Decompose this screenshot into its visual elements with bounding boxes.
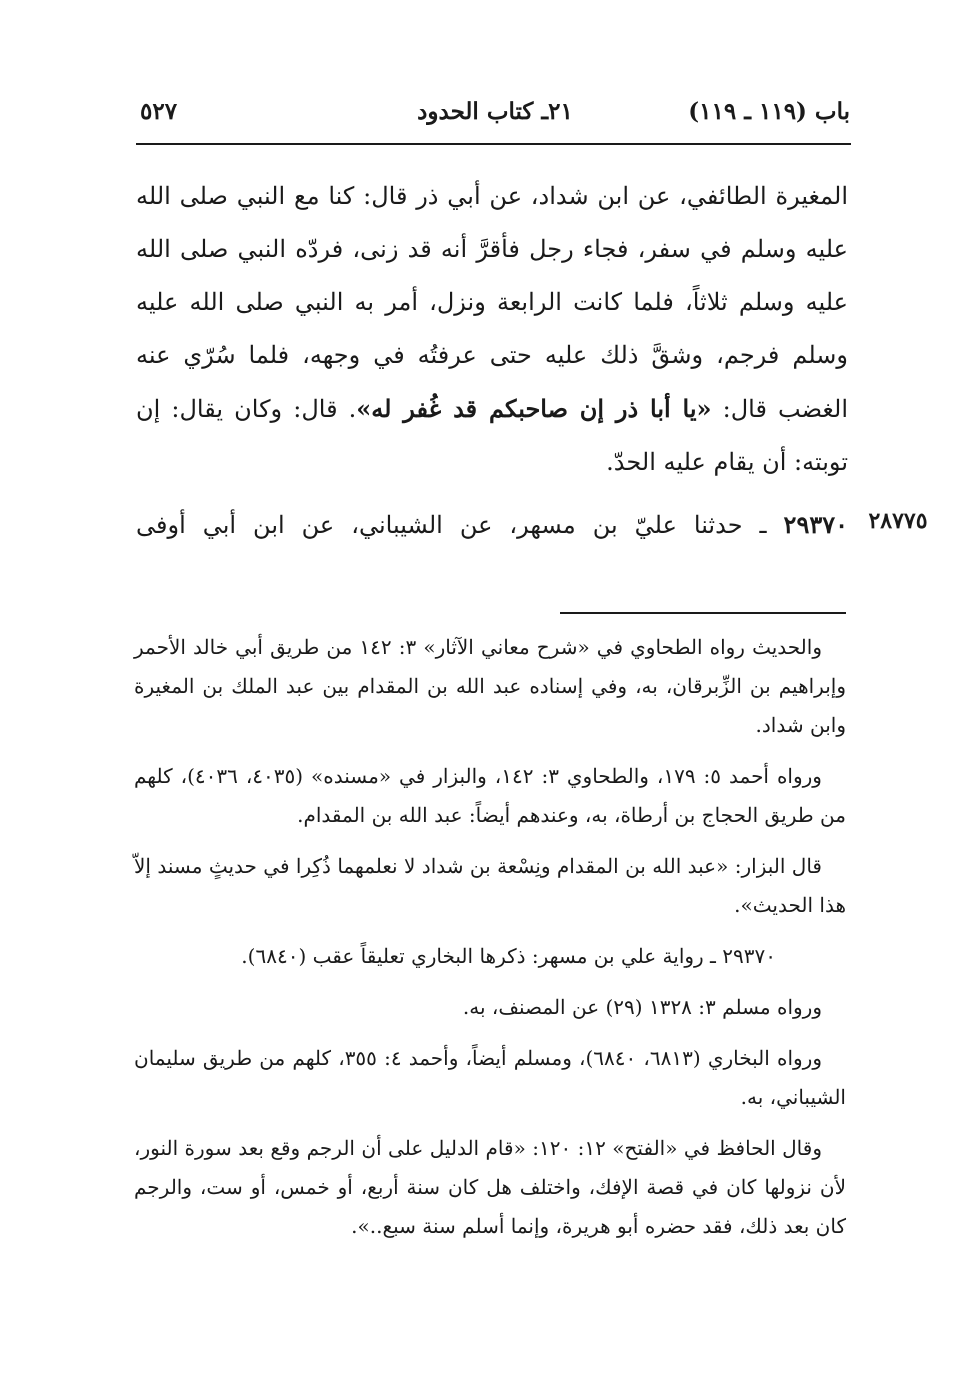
margin-number: ٢٨٧٧٥ [868,508,928,534]
hadith-entry [136,500,848,550]
paragraph-after-quote: . قال: وكان يقال: إن توبته: أن يقام عليه الحدّ. [136,395,848,476]
footnote-rule [560,612,846,614]
hadith-quote: «يا أبا ذر إن صاحبكم قد غُفر له» [356,394,712,423]
footnote: ورواه مسلم ٣: ١٣٢٨ (٢٩) عن المصنف، به. [462,995,822,1019]
hadith-number: ٢٩٣٧٠ [783,510,848,539]
chapter-reference: باب (١١٩ ـ ١١٩) [688,98,850,125]
book-title: ٢١ـ كتاب الحدود [417,98,573,125]
page-header [140,92,850,132]
footnote: قال البزار: «عبد الله بن المقدام ونِسْعة بن شداد لا نعلمهما ذُكِرا في حديثٍ مسند إلاّ هذا الحديث». [134,854,846,917]
footnote: ورواه البخاري (٦٨١٣، ٦٨٤٠)، ومسلم أيضاً، وأحمد ٤: ٣٥٥، كلهم من طريق سليمان الشيباني، به. [134,1046,846,1109]
hadith-text: ـ حدثنا عليّ بن مسهر، عن الشيباني، عن ابن أبي أوفى [136,511,784,539]
header-rule [136,143,851,145]
footnote: ورواه أحمد ٥: ١٧٩، والطحاوي ٣: ١٤٢، والبزار في «مسنده» (٤٠٣٥، ٤٠٣٦)، كلهم من طريق الحجاج بن أرطاة، به، وعندهم أيضاً: عبد الله بن المقدام. [134,764,846,827]
footnote: وقال الحافظ في «الفتح» ١٢: ١٢٠: «قام الدليل على أن الرجم وقع بعد سورة النور، لأن نزولها كان في قصة الإفك، واختلف هل كان سنة أربع، أو خمس، أو ست، والرجم كان بعد ذلك، فقد حضره أبو هريرة، وإنما أسلم سنة سبع..». [134,1136,846,1238]
main-text [136,170,848,489]
page-number: ٥٢٧ [140,98,178,125]
footnote: والحديث رواه الطحاوي في «شرح معاني الآثار» ٣: ١٤٢ من طريق أبي خالد الأحمر وإبراهيم بن الزِّبرقان، به، وفي إسناده عبد الله بن المقدام بين عبد الملك بن المغيرة وابن شداد. [134,635,846,737]
footnotes [134,628,846,1258]
main-paragraph [136,170,848,489]
footnote: ٢٩٣٧٠ ـ رواية علي بن مسهر: ذكرها البخاري تعليقاً عقب (٦٨٤٠). [241,944,776,968]
paragraph-before-quote: المغيرة الطائفي، عن ابن شداد، عن أبي ذر قال: كنا مع النبي صلى الله عليه وسلم في سفر، فجاء رجل فأقرَّ أنه قد زنى، فردّه النبي صلى الله عليه وسلم ثلاثاً، فلما كانت الرابعة ونزل، أمر به النبي صلى الله عليه وسلم فرجم، وشقَّ ذلك عليه حتى عرفتُه في وجهه، فلما سُرّي عنه الغضب قال: [136,182,848,423]
